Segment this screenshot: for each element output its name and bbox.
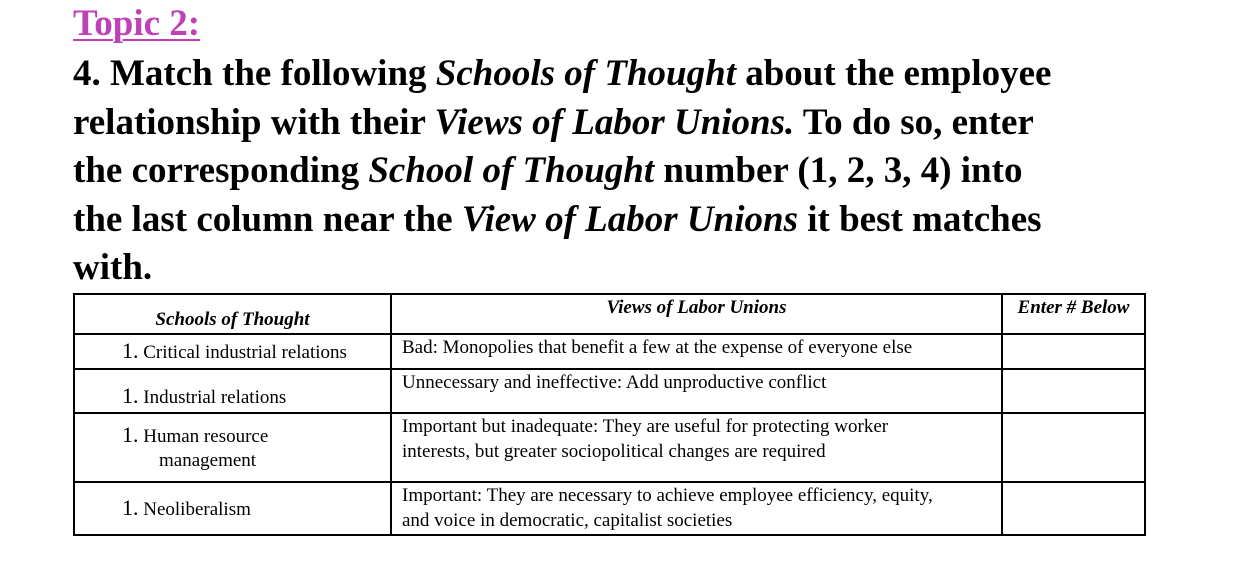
view-cell: [391, 369, 1002, 413]
table-header-row: [74, 294, 1145, 334]
view-text-continued: interests, but greater sociopolitical changes are required: [402, 440, 826, 462]
question-text-part: the corresponding: [73, 150, 369, 191]
entry-cell[interactable]: [1002, 482, 1145, 535]
question-text-part: about the employee: [735, 53, 1052, 94]
question-text-part: To do so, enter: [794, 101, 1034, 143]
school-cell: [74, 482, 391, 535]
school-name-continued: management: [159, 449, 257, 471]
question-text-part: number (1, 2, 3, 4) into: [654, 150, 1023, 191]
question-emphasis: Views of Labor Unions.: [434, 101, 795, 143]
school-number: 1.: [122, 383, 139, 408]
header-views-of-labor-unions: Views of Labor Unions: [391, 294, 1002, 334]
question-line-2: [73, 99, 1193, 148]
view-text: Bad: Monopolies that benefit a few at the expense of everyone else: [402, 337, 913, 358]
header-schools-of-thought: Schools of Thought: [74, 294, 391, 334]
question-text-part: relationship with their: [73, 101, 435, 143]
view-text-continued: and voice in democratic, capitalist societies: [402, 509, 733, 531]
entry-cell[interactable]: [1002, 334, 1145, 369]
matching-table: [73, 293, 1146, 536]
table-row: [74, 369, 1145, 413]
school-number: 1.: [122, 421, 139, 447]
question-line-4: [73, 196, 1193, 245]
school-cell: [74, 369, 391, 413]
question-emphasis: Schools of Thought: [435, 53, 736, 94]
view-cell: [391, 413, 1002, 482]
topic-heading: Topic 2:: [73, 3, 201, 44]
question-text-part: 4. Match the following: [73, 53, 436, 94]
question-line-3: [73, 147, 1193, 196]
table-row: [74, 482, 1145, 535]
view-cell: [391, 482, 1002, 535]
question-text-part: the last column near the: [73, 198, 462, 240]
table-row: [74, 413, 1145, 482]
school-name: Industrial relations: [143, 387, 287, 408]
question-line-5: with.: [73, 247, 153, 288]
header-enter-number: Enter # Below: [1002, 294, 1145, 334]
school-name: Human resource: [143, 425, 269, 447]
question-emphasis: View of Labor Unions: [461, 198, 798, 240]
school-name: Neoliberalism: [143, 498, 251, 520]
view-cell: [391, 334, 1002, 369]
table-row: [74, 334, 1145, 369]
view-text: Important: They are necessary to achieve employee efficiency, equity,: [402, 485, 933, 506]
question-emphasis: School of Thought: [368, 150, 655, 191]
entry-cell[interactable]: [1002, 369, 1145, 413]
school-name: Critical industrial relations: [143, 341, 347, 363]
school-number: 1.: [122, 494, 139, 520]
entry-cell[interactable]: [1002, 413, 1145, 482]
school-cell: [74, 413, 391, 482]
view-text: Important but inadequate: They are useful for protecting worker: [402, 416, 889, 437]
school-number: 1.: [122, 337, 139, 363]
view-text: Unnecessary and ineffective: Add unproductive conflict: [402, 372, 827, 393]
question-line-1: [73, 50, 1193, 99]
question-text: [73, 50, 1193, 293]
school-cell: [74, 334, 391, 369]
question-text-part: it best matches: [797, 198, 1042, 240]
